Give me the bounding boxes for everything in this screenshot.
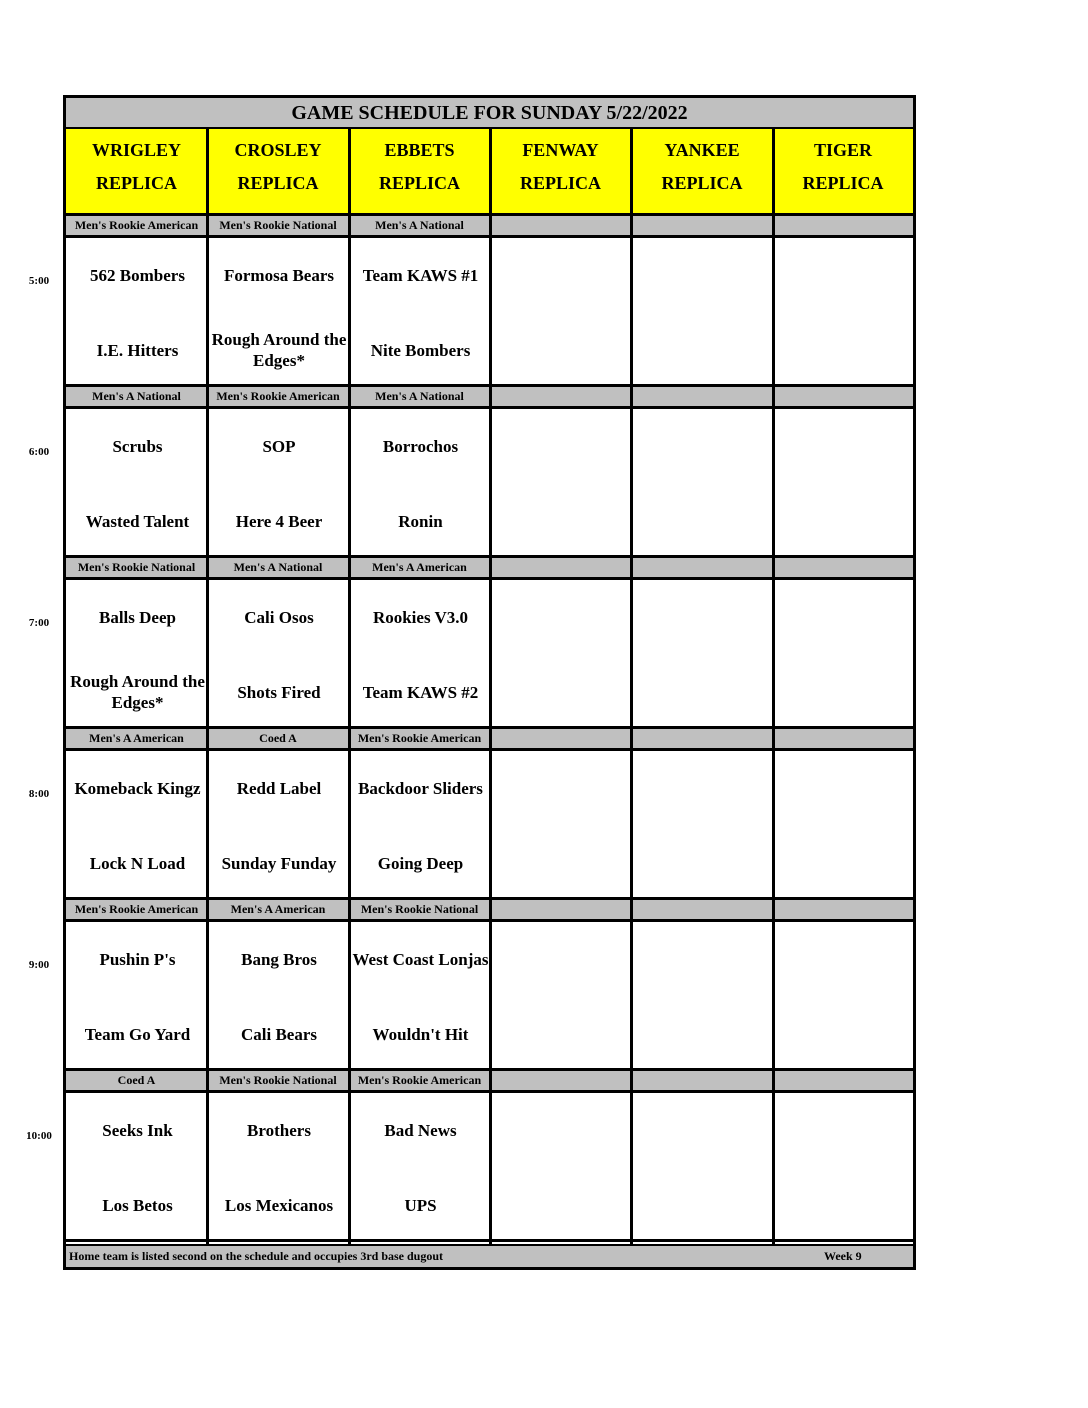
division-label (490, 900, 631, 921)
home-team (634, 1012, 772, 1056)
grid-line (772, 129, 775, 1244)
away-team: Brothers (247, 1120, 311, 1140)
grid-line (630, 129, 633, 1244)
home-team: UPS (404, 1195, 437, 1215)
home-team: Going Deep (377, 853, 464, 873)
away-team (634, 424, 772, 468)
division-label: Men's Rookie American (66, 900, 207, 921)
division-label: Men's A National (66, 387, 207, 408)
away-team: SOP (262, 436, 296, 456)
grid-line (206, 129, 209, 1244)
field-subtitle: REPLICA (237, 173, 319, 193)
time-label: 6:00 (28, 446, 50, 458)
schedule-footer (66, 1244, 913, 1267)
home-team: Lock N Load (89, 853, 186, 873)
division-label: Men's Rookie National (207, 1071, 349, 1092)
away-team (493, 424, 630, 468)
home-team (776, 670, 912, 714)
division-label (490, 387, 631, 408)
home-team: Rough Around the Edges* (70, 672, 205, 712)
field-name: TIGER (813, 140, 873, 160)
time-label: 9:00 (28, 959, 50, 971)
home-team (493, 1012, 630, 1056)
field-header-yankee (631, 129, 773, 216)
away-team: Team KAWS #1 (362, 265, 479, 285)
division-label: Men's Rookie National (207, 216, 349, 237)
home-team (776, 1012, 912, 1056)
away-team: Pushin P's (99, 949, 176, 969)
field-header-ebbets (349, 129, 490, 216)
home-team: Rough Around the Edges* (211, 330, 347, 370)
division-label: Men's Rookie National (349, 900, 490, 921)
away-team: Backdoor Sliders (358, 778, 483, 798)
home-team (776, 1183, 912, 1227)
field-subtitle: REPLICA (802, 173, 884, 193)
home-team: Here 4 Beer (235, 511, 323, 531)
footer-note: Home team is listed second on the schedule and occupies 3rd base dugout (69, 1249, 444, 1263)
grid-line (348, 129, 351, 1244)
division-label (631, 729, 773, 750)
away-team: Scrubs (112, 436, 163, 456)
field-name: FENWAY (522, 140, 599, 160)
division-label: Men's Rookie National (66, 558, 207, 579)
division-label (773, 216, 913, 237)
home-team (776, 841, 912, 885)
division-label: Men's A American (207, 900, 349, 921)
away-team (634, 1108, 772, 1152)
away-team (634, 766, 772, 810)
division-label (631, 387, 773, 408)
away-team (776, 424, 912, 468)
home-team: Wouldn't Hit (372, 1024, 469, 1044)
away-team (776, 1108, 912, 1152)
home-team (634, 1183, 772, 1227)
field-header-fenway (490, 129, 631, 216)
away-team: Komeback Kingz (74, 778, 201, 798)
division-label: Men's Rookie American (349, 1071, 490, 1092)
field-name: WRIGLEY (91, 140, 181, 160)
division-label (773, 558, 913, 579)
home-team (776, 328, 912, 372)
home-team (493, 841, 630, 885)
home-team (493, 499, 630, 543)
division-label: Men's Rookie American (66, 216, 207, 237)
field-header-tiger (773, 129, 913, 216)
field-subtitle: REPLICA (95, 173, 177, 193)
away-team: Bang Bros (241, 949, 317, 969)
away-team (776, 937, 912, 981)
division-label: Men's Rookie American (349, 729, 490, 750)
division-label (631, 216, 773, 237)
division-label: Coed A (66, 1071, 207, 1092)
home-team (493, 670, 630, 714)
home-team: Cali Bears (240, 1024, 318, 1044)
time-label: 8:00 (28, 788, 50, 800)
away-team: 562 Bombers (90, 265, 185, 285)
division-label (631, 558, 773, 579)
away-team: Formosa Bears (223, 265, 334, 285)
away-team: Rookies V3.0 (372, 607, 469, 627)
field-name: CROSLEY (234, 140, 322, 160)
time-label: 5:00 (28, 275, 50, 287)
division-label (773, 729, 913, 750)
away-team: West Coast Lonjas (352, 949, 489, 969)
away-team: Cali Osos (244, 607, 314, 627)
home-team (634, 328, 772, 372)
home-team: Shots Fired (237, 682, 321, 702)
away-team (634, 937, 772, 981)
away-team: Balls Deep (99, 607, 176, 627)
division-label (490, 1071, 631, 1092)
home-team: Los Mexicanos (224, 1195, 334, 1215)
home-team (634, 499, 772, 543)
division-label (490, 558, 631, 579)
grid-line (489, 129, 492, 1244)
time-label: 10:00 (26, 1130, 52, 1142)
division-label: Men's A National (349, 216, 490, 237)
division-label (773, 1071, 913, 1092)
away-team: Borrochos (382, 436, 459, 456)
division-label: Men's A National (207, 558, 349, 579)
division-label: Men's A American (66, 729, 207, 750)
home-team (493, 328, 630, 372)
away-team: Seeks Ink (102, 1120, 173, 1140)
home-team (634, 841, 772, 885)
division-label: Men's A American (349, 558, 490, 579)
field-name: EBBETS (384, 140, 455, 160)
home-team: Ronin (398, 511, 443, 531)
home-team: Team KAWS #2 (362, 682, 479, 702)
division-label (773, 387, 913, 408)
home-team: Sunday Funday (221, 853, 337, 873)
schedule-table (63, 95, 916, 1270)
home-team: Team Go Yard (84, 1024, 191, 1044)
division-label (631, 1071, 773, 1092)
home-team (776, 499, 912, 543)
division-label (490, 216, 631, 237)
away-team (493, 1108, 630, 1152)
away-team (634, 595, 772, 639)
schedule-title: GAME SCHEDULE FOR SUNDAY 5/22/2022 (66, 98, 913, 129)
away-team (493, 766, 630, 810)
away-team (776, 253, 912, 297)
away-team: Bad News (384, 1120, 457, 1140)
division-label (490, 729, 631, 750)
division-label: Men's Rookie American (207, 387, 349, 408)
away-team (776, 595, 912, 639)
home-team (634, 670, 772, 714)
away-team (493, 595, 630, 639)
field-subtitle: REPLICA (661, 173, 743, 193)
division-label (631, 900, 773, 921)
field-header-wrigley (66, 129, 207, 216)
away-team (493, 253, 630, 297)
week-label: Week 9 (824, 1249, 862, 1263)
home-team: Los Betos (102, 1195, 173, 1215)
away-team (493, 937, 630, 981)
field-subtitle: REPLICA (378, 173, 460, 193)
home-team (493, 1183, 630, 1227)
field-header-crosley (207, 129, 349, 216)
division-label (773, 900, 913, 921)
field-subtitle: REPLICA (519, 173, 601, 193)
away-team: Redd Label (236, 778, 322, 798)
home-team: Wasted Talent (85, 511, 190, 531)
field-name: YANKEE (664, 140, 740, 160)
division-label: Coed A (207, 729, 349, 750)
away-team (634, 253, 772, 297)
division-label: Men's A National (349, 387, 490, 408)
away-team (776, 766, 912, 810)
time-label: 7:00 (28, 617, 50, 629)
home-team: Nite Bombers (370, 340, 471, 360)
home-team: I.E. Hitters (96, 340, 179, 360)
